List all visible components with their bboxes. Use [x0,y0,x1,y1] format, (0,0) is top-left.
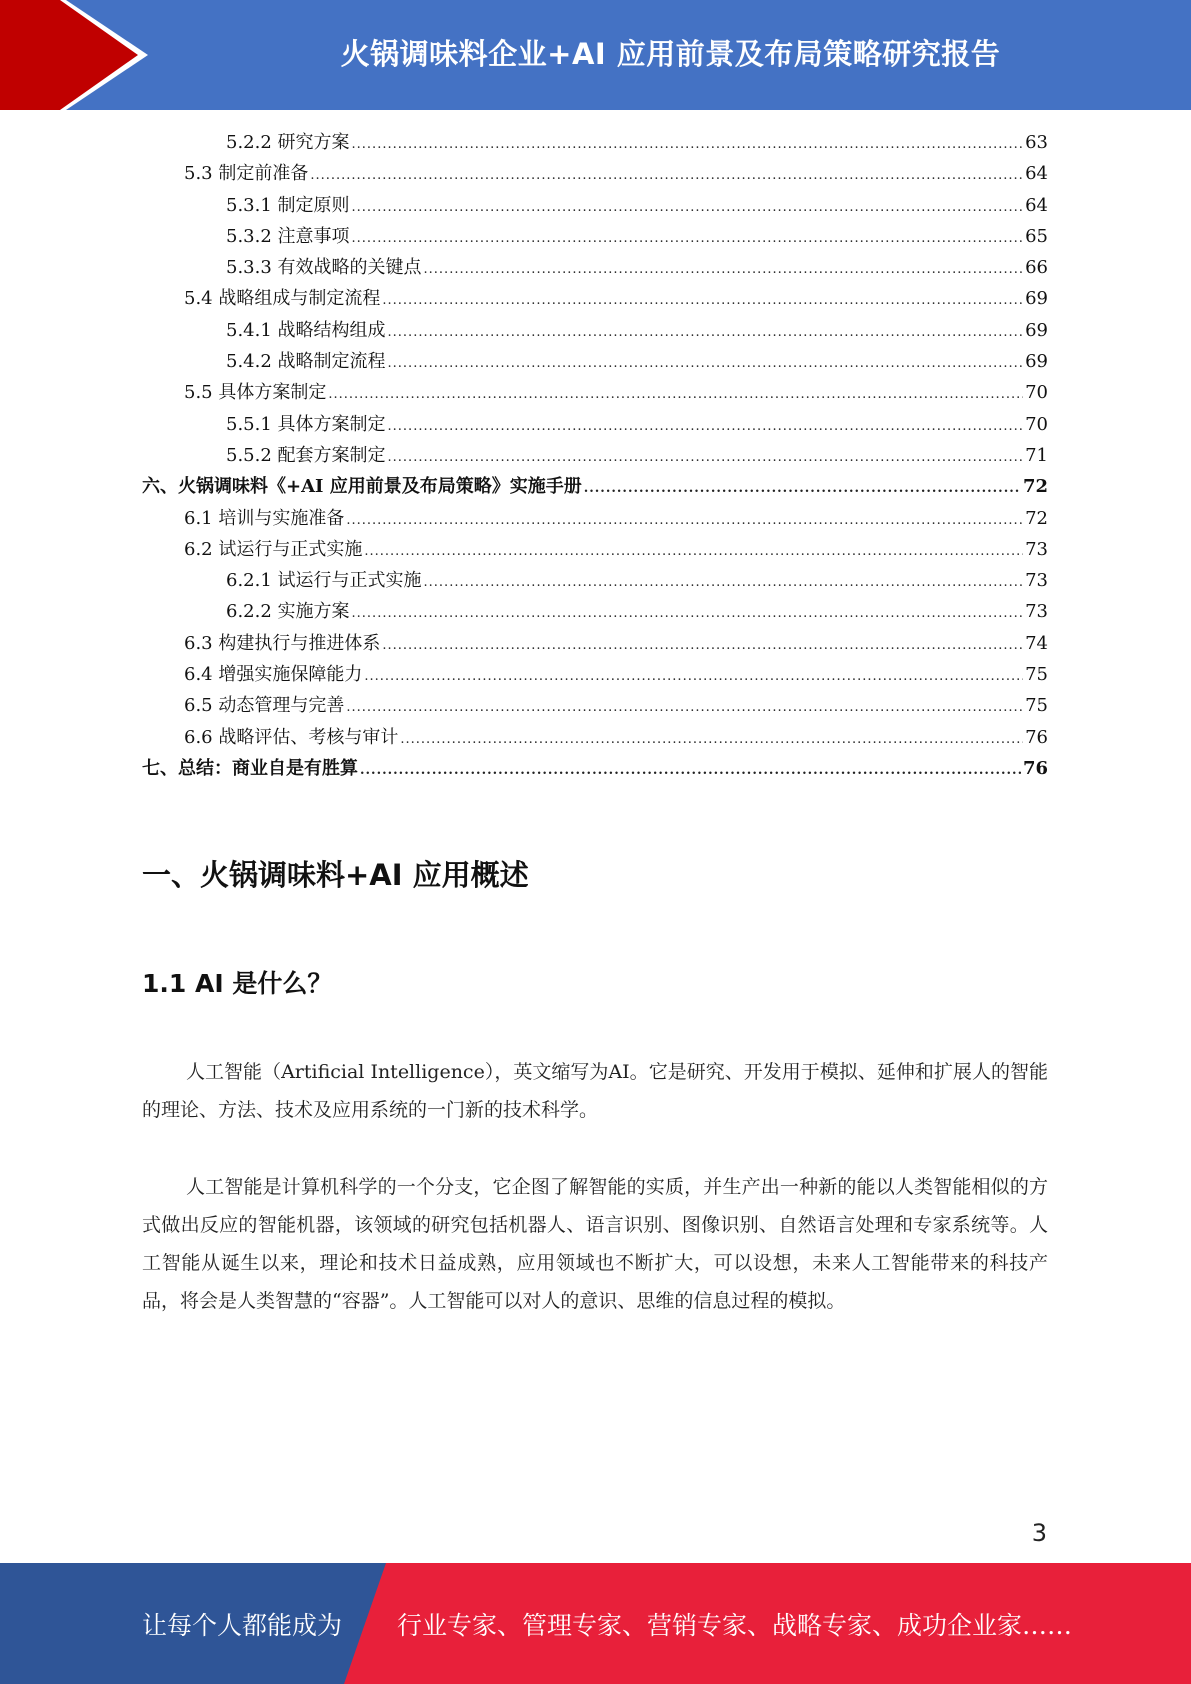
toc-entry-label: 5.5.1 具体方案制定 [226,413,386,435]
toc-entry-page: 69 [1025,288,1048,310]
table-of-contents [142,127,1048,784]
toc-entry-label: 6.2.2 实施方案 [226,601,350,623]
toc-entry[interactable] [142,346,1048,377]
toc-dot-leader [364,536,1023,567]
toc-entry[interactable] [142,753,1048,784]
toc-entry-page: 76 [1025,726,1048,748]
toc-entry-page: 66 [1025,257,1048,279]
toc-entry[interactable] [142,722,1048,753]
toc-entry-page: 64 [1025,194,1048,216]
section-subheading: 1.1 AI 是什么？ [142,969,333,998]
toc-entry-label: 七、总结：商业自是有胜算 [142,757,358,779]
toc-entry-page: 72 [1025,507,1048,529]
toc-entry-label: 6.4 增强实施保障能力 [184,664,363,686]
toc-entry-label: 6.3 构建执行与推进体系 [184,632,381,654]
toc-entry[interactable] [142,252,1048,283]
toc-entry-page: 73 [1025,601,1048,623]
toc-dot-leader [424,254,1024,285]
toc-entry-page: 70 [1025,382,1048,404]
toc-entry[interactable] [142,440,1048,471]
header-title: 火锅调味料企业+AI 应用前景及布局策略研究报告 [340,36,1001,71]
toc-dot-leader [400,724,1023,755]
toc-dot-leader [364,661,1023,692]
toc-entry-label: 5.3 制定前准备 [184,163,309,185]
footer-slogan-left: 让每个人都能成为 [142,1610,343,1640]
toc-entry-label: 5.5.2 配套方案制定 [226,444,386,466]
toc-dot-leader [388,317,1024,348]
toc-entry-label: 5.2.2 研究方案 [226,132,350,153]
toc-dot-leader [346,505,1023,536]
toc-entry[interactable] [142,283,1048,314]
toc-entry-page: 69 [1025,319,1048,341]
toc-entry[interactable] [142,377,1048,408]
toc-entry[interactable] [142,127,1048,158]
toc-entry[interactable] [142,659,1048,690]
toc-dot-leader [310,160,1023,191]
toc-entry-label: 5.3.2 注意事项 [226,225,350,247]
toc-dot-leader [352,192,1024,223]
toc-dot-leader [382,285,1023,316]
toc-entry[interactable] [142,690,1048,721]
toc-entry-label: 6.1 培训与实施准备 [184,507,345,529]
toc-entry-page: 73 [1025,570,1048,592]
toc-entry-page: 63 [1025,132,1048,153]
toc-entry[interactable] [142,596,1048,627]
toc-entry[interactable] [142,565,1048,596]
toc-entry[interactable] [142,503,1048,534]
toc-entry-page: 72 [1022,476,1048,498]
toc-entry-page: 70 [1025,413,1048,435]
toc-entry[interactable] [142,628,1048,659]
page-header [0,0,1191,110]
toc-entry[interactable] [142,315,1048,346]
page-footer [0,1563,1191,1684]
toc-dot-leader [360,755,1021,786]
toc-entry-label: 5.3.1 制定原则 [226,194,350,216]
toc-entry[interactable] [142,471,1048,502]
toc-entry-page: 75 [1025,695,1048,717]
toc-entry-page: 71 [1025,444,1048,466]
toc-dot-leader [352,223,1024,254]
toc-entry-label: 六、火锅调味料《+AI 应用前景及布局策略》实施手册 [142,476,582,498]
toc-entry-label: 5.4 战略组成与制定流程 [184,288,381,310]
toc-dot-leader [352,598,1024,629]
toc-entry-page: 65 [1025,225,1048,247]
toc-dot-leader [382,630,1023,661]
toc-entry-page: 69 [1025,351,1048,373]
toc-entry[interactable] [142,409,1048,440]
toc-dot-leader [388,411,1024,442]
toc-dot-leader [328,379,1023,410]
toc-dot-leader [584,473,1021,504]
toc-dot-leader [388,442,1024,473]
section-heading: 一、火锅调味料+AI 应用概述 [142,858,529,892]
toc-dot-leader [388,348,1024,379]
toc-dot-leader [424,567,1024,598]
toc-entry-page: 76 [1022,757,1048,779]
body-paragraph: 人工智能（Artificial Intelligence），英文缩写为AI。它是研究、开发用于模拟、延伸和扩展人的智能的理论、方法、技术及应用系统的一门新的技术科学。 [142,1061,1048,1121]
toc-entry-page: 64 [1025,163,1048,185]
toc-entry-label: 5.3.3 有效战略的关键点 [226,257,422,279]
toc-dot-leader [346,692,1023,723]
page-number: 3 [1031,1519,1047,1547]
toc-entry[interactable] [142,221,1048,252]
toc-entry-page: 74 [1025,632,1048,654]
body-paragraph: 人工智能是计算机科学的一个分支，它企图了解智能的实质，并生产出一种新的能以人类智能相似的方式做出反应的智能机器，该领域的研究包括机器人、语言识别、图像识别、自然语言处理和专家系统等。人工智能从诞生以来，理论和技术日益成熟，应用领域也不断扩大，可以设想，未来人工智能带来的科技产品，将会是人类智慧的“容器”。人工智能可以对人的意识、思维的信息过程的模拟。 [142,1176,1048,1312]
toc-entry-label: 5.5 具体方案制定 [184,382,327,404]
toc-entry-label: 5.4.2 战略制定流程 [226,351,386,373]
toc-entry[interactable] [142,158,1048,189]
toc-entry[interactable] [142,534,1048,565]
toc-entry-label: 6.2 试运行与正式实施 [184,538,363,560]
toc-entry-label: 5.4.1 战略结构组成 [226,319,386,341]
footer-slogan-right: 行业专家、管理专家、营销专家、战略专家、成功企业家…… [397,1610,1073,1640]
toc-entry-label: 6.2.1 试运行与正式实施 [226,570,422,592]
toc-entry-page: 73 [1025,538,1048,560]
toc-entry-label: 6.6 战略评估、考核与审计 [184,726,399,748]
toc-entry-label: 6.5 动态管理与完善 [184,695,345,717]
header-arrow-icon [0,0,160,110]
toc-entry-page: 75 [1025,664,1048,686]
toc-entry[interactable] [142,190,1048,221]
toc-dot-leader [352,129,1024,160]
